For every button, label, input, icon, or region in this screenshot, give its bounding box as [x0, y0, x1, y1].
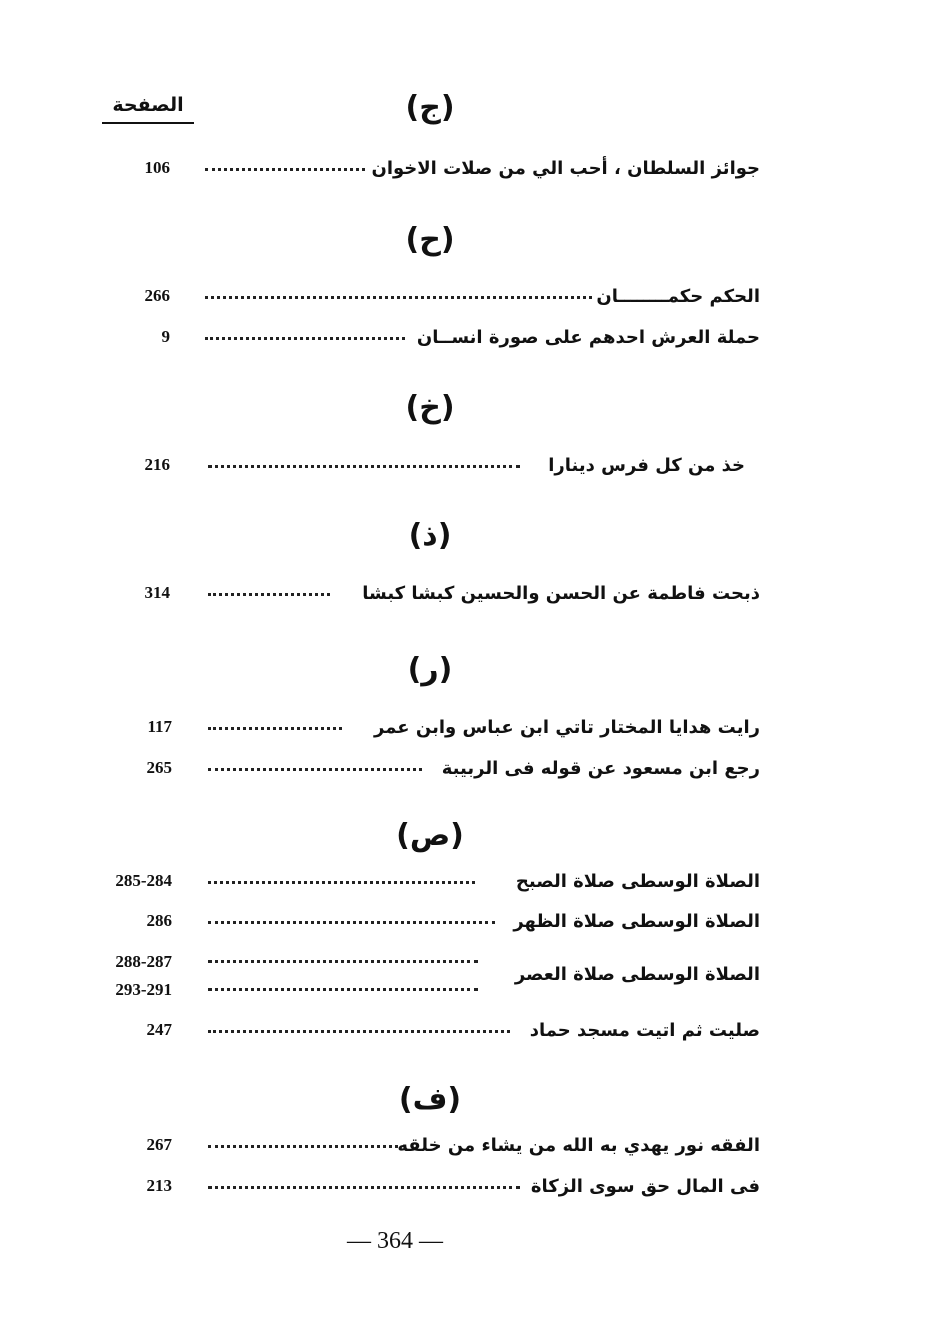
- leader-dots: [208, 463, 520, 468]
- leader-dots: [208, 1184, 520, 1189]
- entry-page-second: 293-291: [115, 980, 172, 999]
- leader-dots: [208, 879, 475, 884]
- entry-text: الحكم حكمــــــــان: [596, 286, 760, 307]
- entry-text: الصلاة الوسطى صلاة العصر: [514, 964, 760, 985]
- index-entry: [100, 455, 760, 485]
- entry-text: رجع ابن مسعود عن قوله فى الربيبة: [441, 758, 760, 779]
- entry-page: 314: [144, 583, 170, 602]
- section-heading-khah: (خ): [405, 390, 455, 425]
- entry-page: 9: [161, 327, 170, 346]
- entry-text: الصلاة الوسطى صلاة الظهر: [513, 911, 760, 932]
- entry-text: رايت هدايا المختار تاتي ابن عباس وابن عمر: [374, 717, 760, 738]
- page-number: — 364 —: [347, 1228, 443, 1254]
- leader-dots: [208, 986, 478, 991]
- leader-dots: [208, 1143, 398, 1148]
- entry-text: الفقه نور يهدي به الله من يشاء من خلقه: [397, 1135, 760, 1156]
- leader-dots: [208, 1028, 510, 1033]
- entry-text: صليت ثم اتيت مسجد حماد: [529, 1020, 760, 1041]
- entry-text: الصلاة الوسطى صلاة الصبح: [515, 871, 760, 892]
- index-entry: [100, 583, 760, 613]
- section-heading-reh: (ر): [407, 652, 453, 687]
- entry-page: 213: [146, 1176, 172, 1195]
- entry-text: جوائز السلطان ، أحب الي من صلات الاخوان: [371, 158, 760, 179]
- index-entry: [100, 717, 760, 747]
- index-entry: [100, 911, 760, 941]
- leader-dots: [208, 919, 495, 924]
- section-heading-feh: (ف): [398, 1082, 462, 1117]
- entry-text: خذ من كل فرس دينارا: [548, 455, 745, 476]
- index-entry: [100, 758, 760, 788]
- leader-dots: [208, 591, 330, 596]
- index-entry: [100, 952, 760, 1004]
- entry-page: 247: [146, 1020, 172, 1039]
- entry-text: حملة العرش احدهم على صورة انســان: [416, 327, 760, 348]
- entry-text: ذبحت فاطمة عن الحسن والحسين كبشا كبشا: [362, 583, 760, 604]
- entry-page: 286: [146, 911, 172, 930]
- index-entry: [100, 1020, 760, 1050]
- leader-dots: [205, 335, 405, 340]
- leader-dots: [205, 294, 592, 299]
- section-heading-jeem: (ج): [405, 90, 455, 125]
- leader-dots: [208, 725, 342, 730]
- leader-dots: [208, 766, 422, 771]
- entry-text: فى المال حق سوى الزكاة: [530, 1176, 760, 1197]
- entry-page: 285-284: [115, 871, 172, 890]
- entry-page: 106: [144, 158, 170, 177]
- entry-page: 267: [146, 1135, 172, 1154]
- index-entry: [100, 327, 760, 357]
- entry-page: 288-287: [115, 952, 172, 971]
- section-heading-sad: (ص): [396, 818, 464, 853]
- index-entry: [100, 1135, 760, 1165]
- leader-dots: [208, 958, 478, 963]
- entry-page: 216: [144, 455, 170, 474]
- entry-page: 265: [146, 758, 172, 777]
- index-entry: [100, 158, 760, 188]
- section-heading-hah: (ح): [405, 222, 455, 257]
- index-entry: [100, 1176, 760, 1206]
- index-entry: [100, 286, 760, 316]
- section-heading-thal: (ذ): [408, 518, 452, 553]
- index-entry: [100, 871, 760, 901]
- entry-page: 266: [144, 286, 170, 305]
- leader-dots: [205, 166, 365, 171]
- page-column-label: الصفحة: [102, 94, 194, 124]
- entry-page: 117: [147, 717, 172, 736]
